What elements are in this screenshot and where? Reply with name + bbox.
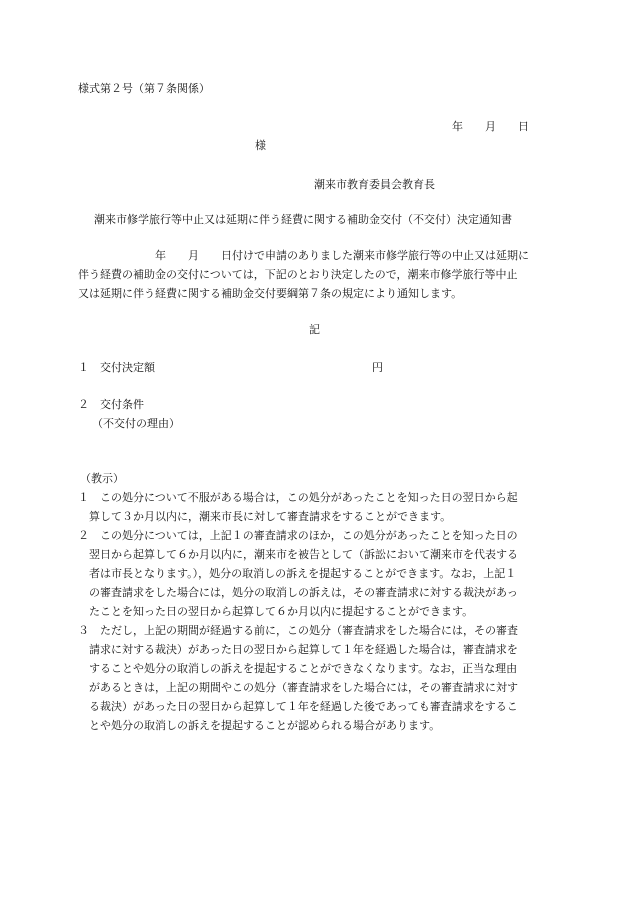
- date-line: 年 月 日: [452, 120, 529, 133]
- notice-heading: （教示）: [80, 472, 124, 485]
- notice-line: 者は市長となります。），処分の取消しの訴えを提起することができます。なお，上記１: [78, 567, 517, 580]
- notice-line: １ この処分について不服がある場合は，この処分があったことを知った日の翌日から起: [78, 491, 518, 504]
- notice-line: があるときは，上記の期間やこの処分（審査請求をした場合には，その審査請求に対す: [78, 681, 518, 694]
- item2-sub: （不交付の理由）: [92, 417, 180, 430]
- notice-line: することや処分の取消しの訴えを提起することができなくなります。なお，正当な理由: [78, 662, 518, 675]
- notice-line: 翌日から起算して６か月以内に，潮来市を被告として（訴訟において潮来市を代表する: [78, 548, 518, 561]
- notice-line: たことを知った日の翌日から起算して６か月以内に提起することができます。: [78, 605, 474, 618]
- form-number: 様式第２号（第７条関係）: [78, 82, 210, 95]
- item2-label: ２ 交付条件: [78, 398, 144, 411]
- ki-heading: 記: [309, 323, 320, 336]
- notice-line: ２ この処分については，上記１の審査請求のほか，この処分があったことを知った日の: [78, 529, 518, 542]
- notice-line: とや処分の取消しの訴えを提起することが認められる場合があります。: [78, 719, 441, 732]
- notice-line: の審査請求をした場合には，処分の取消しの訴えは，その審査請求に対する裁決があっ: [78, 586, 518, 599]
- notice-line: 算して３か月以内に，潮来市長に対して審査請求をすることができます。: [78, 510, 452, 523]
- notice-line: る裁決）があった日の翌日から起算して１年を経過した後であっても審査請求をするこ: [78, 700, 518, 713]
- item1-unit: 円: [372, 361, 383, 374]
- body-line: 伴う経費の補助金の交付については，下記のとおり決定したので，潮来市修学旅行等中止: [78, 268, 518, 281]
- issuer: 潮来市教育委員会教育長: [314, 178, 435, 191]
- item1-label: １ 交付決定額: [78, 361, 155, 374]
- body-line: 年 月 日付けで申請のありました潮来市修学旅行等の中止又は延期に: [78, 249, 529, 262]
- addressee: 様: [255, 139, 266, 152]
- body-line: 又は延期に伴う経費に関する補助金交付要綱第７条の規定により通知します。: [78, 287, 463, 300]
- notice-line: 請求に対する裁決）があった日の翌日から起算して１年を経過した場合は，審査請求を: [78, 643, 518, 656]
- notice-line: ３ ただし，上記の期間が経過する前に，この処分（審査請求をした場合には，その審査: [78, 624, 518, 637]
- document-title: 潮来市修学旅行等中止又は延期に伴う経費に関する補助金交付（不交付）決定通知書: [94, 213, 512, 226]
